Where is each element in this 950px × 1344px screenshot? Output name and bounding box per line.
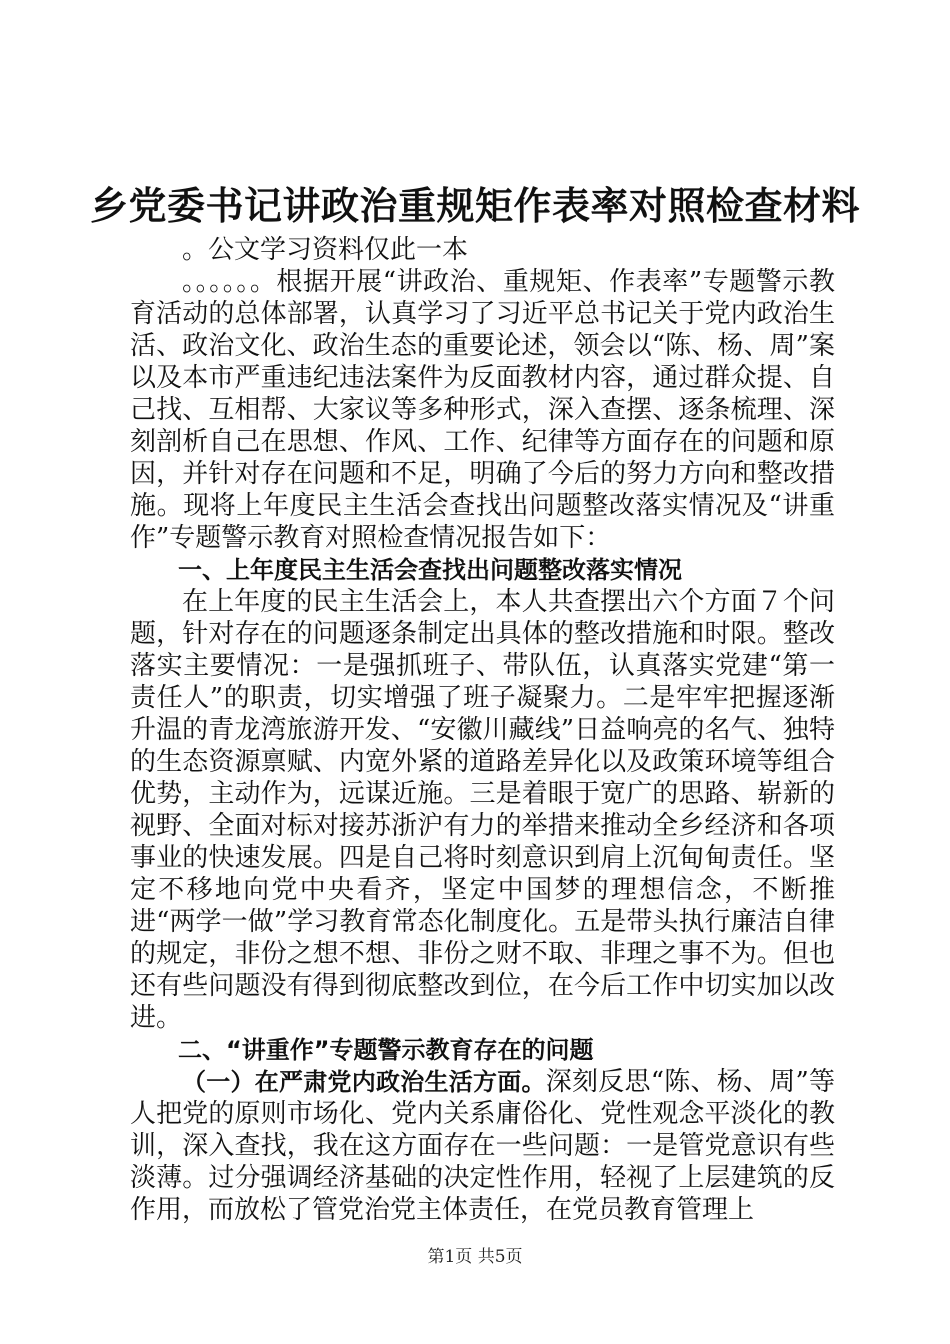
document-title: 乡党委书记讲政治重规矩作表率对照检查材料 [89,184,860,228]
section-heading-1: 一、上年度民主生活会查找出问题整改落实情况 [178,556,682,584]
subsection-lead: （一）在严肃党内政治生活方面。 [182,1068,546,1096]
section-heading-2: 二、“讲重作”专题警示教育存在的问题 [178,1036,594,1064]
note-paragraph: 。公文学习资料仅此一本 [182,235,469,265]
section-paragraph-1: 在上年度的民主生活会上，本人共查摆出六个方面７个问题，针对存在的问题逐条制定出具体的整改措施和时限。整改落实主要情况：一是强抓班子、带队伍，认真落实党建“第一责任人”的职责，切实增强了班子凝聚力。二是牢牢把握逐渐升温的青龙湾旅游开发、“安徽川藏线”日益响亮的名气、独特的生态资源禀赋、内宽外紧的道路差异化以及政策环境等组合优势，主动作为，远谋近施。三是着眼于宽广的思路、崭新的视野、全面对标对接苏浙沪有力的举措来推动全乡经济和各项事业的快速发展。四是自己将时刻意识到肩上沉甸甸责任。坚定不移地向党中央看齐，坚定中国梦的理想信念，不断推进“两学一做”学习教育常态化制度化。五是带头执行廉洁自律的规定，非份之想不想、非份之财不取、非理之事不为。但也还有些问题没有得到彻底整改到位，在今后工作中切实加以改进。 [130,587,835,1033]
subsection-text: 深刻反思“陈、杨、周”等人把党的原则市场化、党内关系庸俗化、党性观念平淡化的教训，深入查找，我在这方面存在一些问题：一是管党意识有些淡薄。过分强调经济基础的决定性作用，轻视了上层建筑的反作用，而放松了管党治党主体责任，在党员教育管理上 [130,1067,835,1225]
document-body [130,234,835,1226]
subsection-paragraph-1 [130,1066,835,1226]
intro-paragraph: 。。。。。。根据开展“讲政治、重规矩、作表率”专题警示教育活动的总体部署，认真学习了习近平总书记关于党内政治生活、政治文化、政治生态的重要论述，领会以“陈、杨、周”案以及本市严重违纪违法案件为反面教材内容，通过群众提、自己找、互相帮、大家议等多种形式，深入查摆、逐条梳理、深刻剖析自己在思想、作风、工作、纪律等方面存在的问题和原因，并针对存在问题和不足，明确了今后的努力方向和整改措施。现将上年度民主生活会查找出问题整改落实情况及“讲重作”专题警示教育对照检查情况报告如下： [130,267,835,553]
page-footer: 第1页 共5页 [427,1247,523,1267]
